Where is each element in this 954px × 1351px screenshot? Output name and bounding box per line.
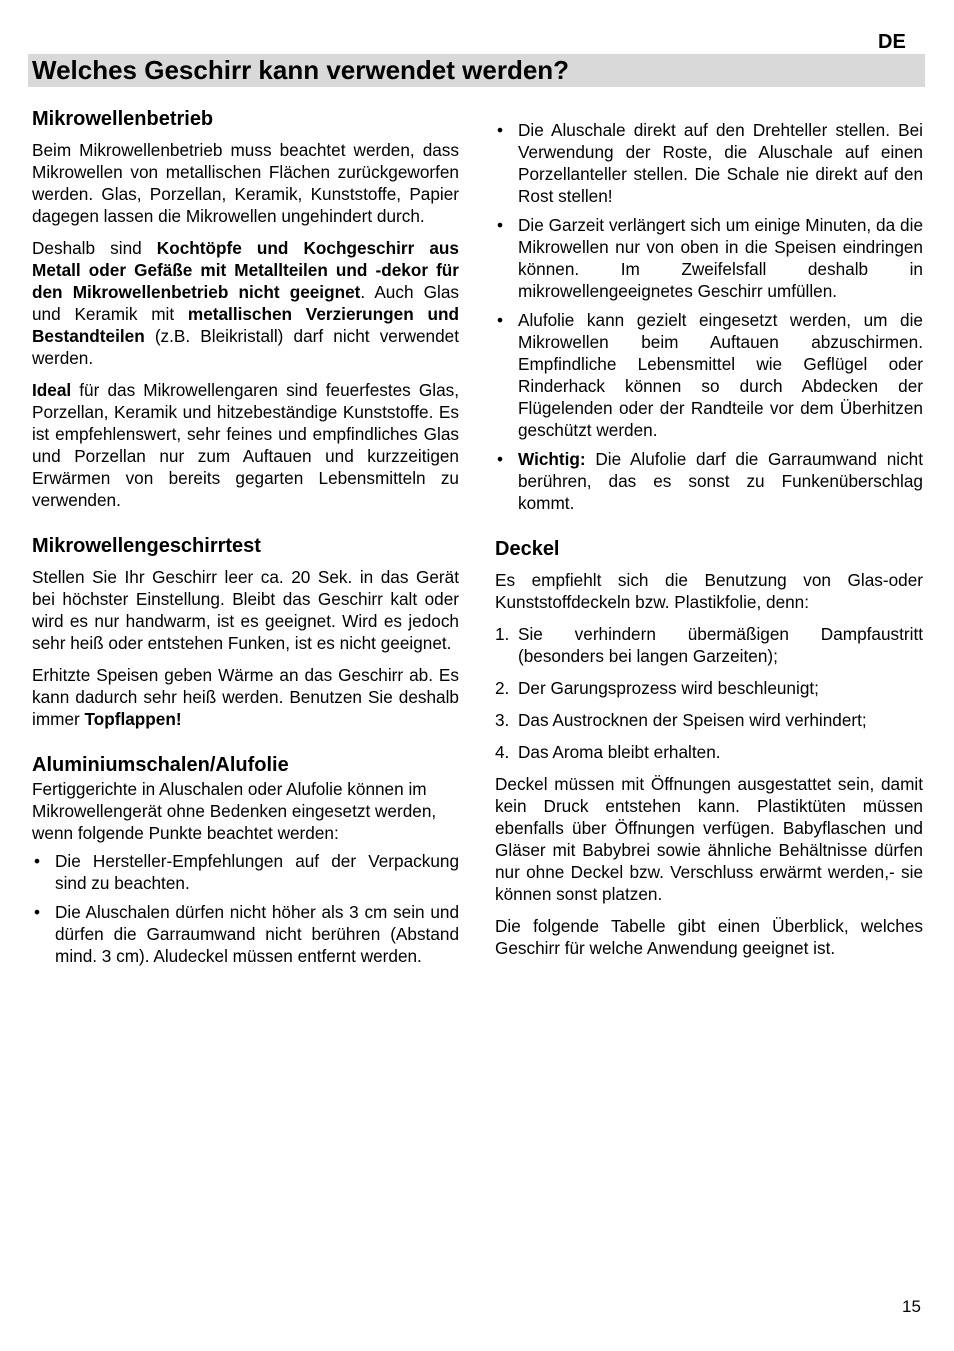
right-column — [495, 119, 923, 969]
bold-text: Kochtöpfe und Kochgeschirr aus Metall oder Gefäße mit Metallteilen und -dekor für den Mikrowellenbetrieb nicht geeignet — [32, 238, 459, 302]
list-item: • Die Garzeit verlängert sich um einige Minuten, da die Mikrowellen nur von oben in die Speisen eindringen können. Im Zweifelsfall deshalb in mikrowellengeeignetes Geschirr umfüllen. — [495, 214, 923, 302]
bold-text: Topflappen! — [84, 709, 182, 729]
paragraph: Deckel müssen mit Öffnungen ausgestattet sein, damit kein Druck entstehen kann. Plastiktüten müssen ebenfalls über Öffnungen verfügen. Babyflaschen und Gläser mit Babybrei sowie ähnliche Behältnisse dürfen nur ohne Deckel bzw. Verschluss erwärmt werden,- sie können sonst platzen. — [495, 774, 923, 904]
paragraph: Stellen Sie Ihr Geschirr leer ca. 20 Sek. in das Gerät bei höchster Einstellung. Bleibt das Geschirr kalt oder wird es nur handwarm, ist es geeignet. Wird es jedoch sehr heiß oder entstehen Funken, ist es nicht geeignet. — [32, 567, 459, 653]
bold-text: Wichtig: — [518, 449, 586, 469]
list-number: 2. — [495, 678, 510, 698]
list-item: • Alufolie kann gezielt eingesetzt werden, um die Mikrowellen beim Auftauen abzuschirmen. Empfindliche Lebensmittel wie Geflügel oder Rinderhack können so durch Abdecken der Flügelenden oder der Randteile vor dem Überhitzen geschützt werden. — [495, 309, 923, 441]
paragraph — [32, 379, 459, 511]
bold-text: metallischen Verzierungen und Bestandteilen — [32, 304, 460, 346]
list-item — [495, 709, 923, 731]
text-span: . Auch Glas und Keramik mit — [32, 282, 459, 324]
page-number: 15 — [902, 1297, 921, 1316]
list-item — [495, 677, 923, 699]
text-span: für das Mikrowellengaren sind feuerfestes Glas, Porzellan, Keramik und hitzebeständige Kunststoffe. Es ist empfehlenswert, sehr feines und empfindliches Glas und Porzellan nur zum Auftauen und kurzzeitigen Erwärmen von bereits gegarten Lebensmitteln zu verwenden. — [32, 380, 459, 510]
text-span: Die Alufolie darf die Garraumwand nicht berühren, das es sonst zu Funkenüberschlag kommt. — [518, 449, 923, 513]
bullet-list — [495, 119, 923, 514]
page-title: Welches Geschirr kann verwendet werden? — [32, 55, 570, 85]
paragraph — [32, 237, 459, 369]
bullet-list — [32, 850, 459, 967]
list-item — [495, 623, 923, 667]
list-text: Das Austrocknen der Speisen wird verhindert; — [518, 710, 867, 730]
list-item: • Die Aluschale direkt auf den Drehteller stellen. Bei Verwendung der Roste, die Aluschale auf einen Porzellanteller stellen. Die Schale nie direkt auf den Rost stellen! — [495, 119, 923, 207]
language-label: DE — [878, 31, 906, 53]
text-span: Erhitzte Speisen geben Wärme an das Geschirr ab. Es kann dadurch sehr heiß werden. Benutzen Sie deshalb immer — [32, 665, 459, 729]
section-heading-mikrowellenbetrieb: Mikrowellenbetrieb — [32, 108, 214, 130]
list-number: 1. — [495, 624, 510, 644]
section-heading-alufolie: Aluminiumschalen/Alufolie — [32, 754, 289, 776]
paragraph: Es empfiehlt sich die Benutzung von Glas-oder Kunststoffdeckeln bzw. Plastikfolie, denn: — [495, 570, 923, 612]
paragraph: Die folgende Tabelle gibt einen Überblick, welches Geschirr für welche Anwendung geeignet ist. — [495, 916, 923, 958]
list-text: Das Aroma bleibt erhalten. — [518, 742, 721, 762]
paragraph: Beim Mikrowellenbetrieb muss beachtet werden, dass Mikrowellen von metallischen Flächen zurückgeworfen werden. Glas, Porzellan, Keramik, Kunststoffe, Papier dagegen lassen die Mikrowellen ungehindert durch. — [32, 140, 459, 226]
list-text: Der Garungsprozess wird beschleunigt; — [518, 678, 819, 698]
list-item: • Die Aluschalen dürfen nicht höher als 3 cm sein und dürfen die Garraumwand nicht berühren (Abstand mind. 3 cm). Aludeckel müssen entfernt werden. — [32, 901, 459, 967]
paragraph: Fertiggerichte in Aluschalen oder Alufolie können im Mikrowellengerät ohne Bedenken eingesetzt werden, wenn folgende Punkte beachtet werden: — [32, 779, 437, 843]
paragraph — [32, 664, 459, 730]
title-bar — [28, 54, 925, 87]
list-item — [495, 741, 923, 763]
section-heading-deckel: Deckel — [495, 538, 560, 560]
left-column — [32, 106, 459, 979]
list-number: 3. — [495, 710, 510, 730]
text-span: Deshalb sind — [32, 238, 157, 258]
section-heading-geschirrtest: Mikrowellengeschirrtest — [32, 535, 261, 557]
text-span: (z.B. Bleikristall) darf nicht verwendet werden. — [32, 326, 459, 368]
bold-text: Ideal — [32, 380, 72, 400]
list-item-warning — [495, 448, 923, 514]
list-number: 4. — [495, 742, 510, 762]
numbered-list — [495, 623, 923, 763]
list-item: • Die Hersteller-Empfehlungen auf der Verpackung sind zu beachten. — [32, 850, 459, 894]
list-text: Sie verhindern übermäßigen Dampfaustritt (besonders bei langen Garzeiten); — [518, 624, 923, 666]
